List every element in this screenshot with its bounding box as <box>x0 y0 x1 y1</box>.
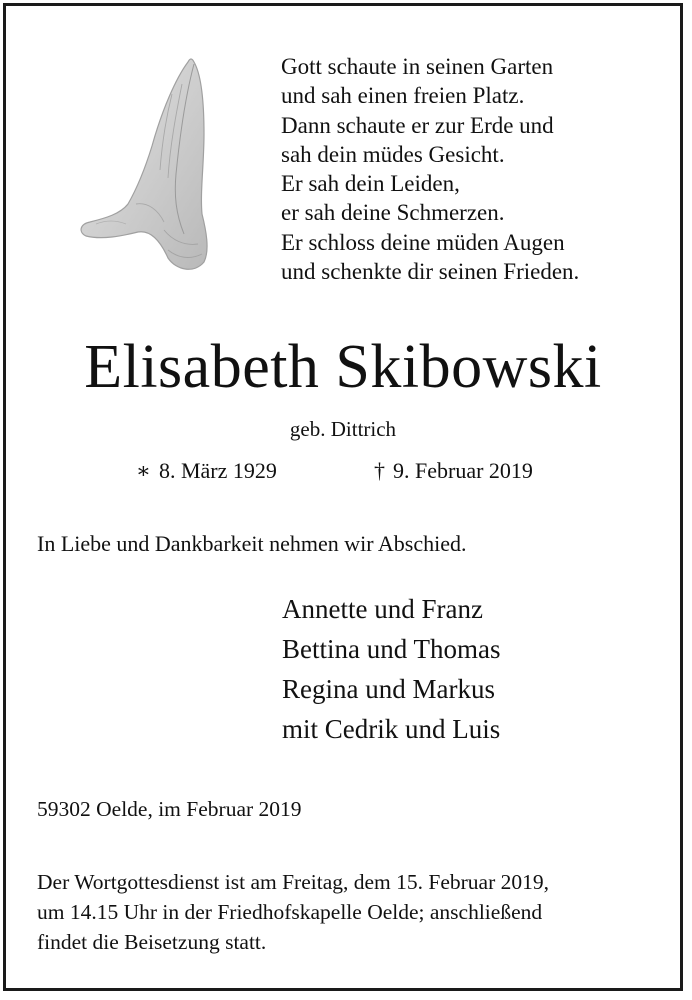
poem-line: er sah deine Schmerzen. <box>281 200 505 226</box>
poem <box>281 52 579 286</box>
birth-date: 8. März 1929 <box>158 458 277 483</box>
death-date: 9. Februar 2019 <box>393 458 533 483</box>
family-member: Annette und Franz <box>282 594 483 624</box>
service-line: Der Wortgottesdienst ist am Freitag, dem 15. Februar 2019, <box>37 870 549 894</box>
poem-line: Er sah dein Leiden, <box>281 171 460 197</box>
deceased-name: Elisabeth Skibowski <box>84 333 602 401</box>
death-date-line <box>374 457 533 485</box>
poem-line: Gott schaute in seinen Garten <box>281 54 554 79</box>
maiden-name: geb. Dittrich <box>289 417 397 441</box>
poem-line: und sah einen freien Platz. <box>281 83 525 109</box>
poem-line: und schenkte dir seinen Frieden. <box>281 259 580 285</box>
place-date: 59302 Oelde, im Februar 2019 <box>37 797 302 821</box>
birth-date-line <box>136 457 277 485</box>
praying-hands-icon <box>76 54 226 274</box>
obituary-notice <box>3 3 683 991</box>
service-info <box>37 867 549 957</box>
farewell-text: In Liebe und Dankbarkeit nehmen wir Abschied. <box>37 531 467 556</box>
service-line: findet die Beisetzung statt. <box>37 930 267 954</box>
birth-star-icon: ∗ <box>136 458 151 483</box>
poem-line: Dann schaute er zur Erde und <box>281 112 554 138</box>
poem-line: sah dein müdes Gesicht. <box>281 141 505 167</box>
family-member: Regina und Markus <box>282 674 495 704</box>
family-member: mit Cedrik und Luis <box>282 714 501 744</box>
death-cross-icon: † <box>374 458 385 483</box>
poem-line: Er schloss deine müden Augen <box>281 229 565 255</box>
service-line: um 14.15 Uhr in der Friedhofskapelle Oelde; anschließend <box>37 900 543 924</box>
family-member: Bettina und Thomas <box>282 634 501 664</box>
family-list <box>282 589 500 749</box>
